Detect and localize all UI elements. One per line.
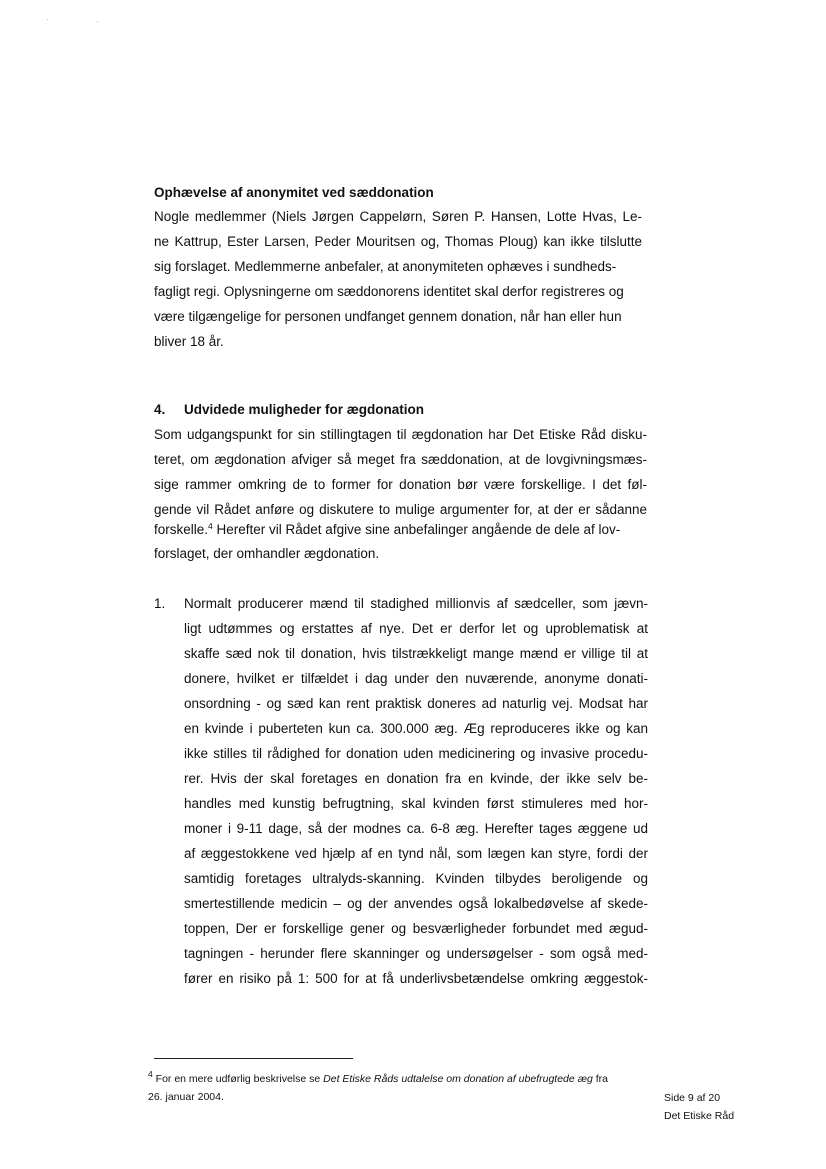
list-item-line: ikke stilles til rådighed for donation uden medicinering og invasive procedu- xyxy=(184,746,648,761)
list-item-line: handles med kunstig befrugtning, skal kvinden først stimuleres med hor- xyxy=(184,796,648,811)
footnote-number: 4 xyxy=(148,1069,153,1079)
paragraph-line: Som udgangspunkt for sin stillingtagen til ægdonation har Det Etiske Råd disku- xyxy=(154,427,647,442)
scan-speck xyxy=(97,21,98,22)
paragraph-text: forskelle. xyxy=(154,522,209,537)
paragraph-line: sige rammer omkring de to former for donation bør være forskellige. I det føl- xyxy=(154,477,647,492)
list-item-line: ligt udtømmes og erstattes af nye. Det er derfor let og uproblematisk at xyxy=(184,621,648,636)
list-item-line: fører en risiko på 1: 500 for at få underlivsbetændelse omkring æggestok- xyxy=(184,971,648,986)
list-item-line: moner i 9-11 dage, så der modnes ca. 6-8 æg. Herefter tages æggene ud xyxy=(184,821,648,836)
footnote-text: fra xyxy=(592,1073,608,1085)
list-item-number: 1. xyxy=(154,596,166,611)
list-item-line: tagningen - herunder flere skanninger og undersøgelser - som også med- xyxy=(184,946,648,961)
list-item-line: smertestillende medicin – og der anvendes også lokalbedøvelse af skede- xyxy=(184,896,648,911)
footnote-reference[interactable]: 4 xyxy=(208,521,213,531)
section-title: Udvidede muligheder for ægdonation xyxy=(184,402,425,417)
paragraph-line: forslaget, der omhandler ægdonation. xyxy=(154,546,380,561)
footer-organization: Det Etiske Råd xyxy=(664,1110,735,1122)
paragraph-line: være tilgængelige for personen undfanget gennem donation, når han eller hun xyxy=(154,309,622,324)
paragraph-line: sig forslaget. Medlemmerne anbefaler, at anonymiteten ophæves i sundheds- xyxy=(154,259,617,274)
footnote-separator xyxy=(154,1058,353,1059)
footnote-text: For en mere udførlig beskrivelse se xyxy=(152,1073,324,1085)
list-item-line: rer. Hvis der skal foretages en donation fra en kvinde, der ikke selv be- xyxy=(184,771,648,786)
paragraph-line: bliver 18 år. xyxy=(154,334,224,349)
list-item-line: onsordning - og sæd kan rent praktisk doneres ad naturlig vej. Modsat har xyxy=(184,696,648,711)
paragraph-text: Herefter vil Rådet afgive sine anbefalinger angående de dele af lov- xyxy=(212,522,621,537)
page-number: Side 9 af 20 xyxy=(664,1092,721,1104)
list-item-line: skaffe sæd nok til donation, hvis tilstrækkeligt mange mænd er villige til at xyxy=(184,646,648,661)
paragraph-line: teret, om ægdonation afviger så meget fra sæddonation, at de lovgivningsmæs- xyxy=(154,452,647,467)
paragraph-line: gende vil Rådet anføre og diskutere to mulige argumenter for, at der er sådanne xyxy=(154,502,647,517)
footnote-citation: Det Etiske Råds udtalelse om donation af ubefrugtede æg xyxy=(323,1073,593,1085)
paragraph-line: Nogle medlemmer (Niels Jørgen Cappelørn, Søren P. Hansen, Lotte Hvas, Le- xyxy=(154,209,642,224)
paragraph-line: ne Kattrup, Ester Larsen, Peder Mouritsen og, Thomas Ploug) kan ikke tilslutte xyxy=(154,234,642,249)
scan-speck xyxy=(47,19,48,20)
list-item-line: samtidig foretages ultralyds-skanning. Kvinden tilbydes beroligende og xyxy=(184,871,648,886)
list-item-line: af æggestokkene ved hjælp af en tynd nål, som lægen kan styre, fordi der xyxy=(184,846,648,861)
list-item-line: Normalt producerer mænd til stadighed millionvis af sædceller, som jævn- xyxy=(184,596,648,611)
list-item-line: toppen, Der er forskellige gener og besværligheder forbundet med ægud- xyxy=(184,921,648,936)
section-heading: Ophævelse af anonymitet ved sæddonation xyxy=(154,185,434,200)
list-item-line: donere, hvilket er tilfældet i dag under den nuværende, anonyme donati- xyxy=(184,671,648,686)
paragraph-line xyxy=(154,521,620,539)
paragraph-line: fagligt regi. Oplysningerne om sæddonorens identitet skal derfor registreres og xyxy=(154,284,624,299)
section-number: 4. xyxy=(154,402,166,417)
footnote-line xyxy=(148,1069,608,1086)
footnote-line: 26. januar 2004. xyxy=(148,1091,224,1103)
list-item-line: en kvinde i puberteten kun ca. 300.000 æg. Æg reproduceres ikke og kan xyxy=(184,721,648,736)
